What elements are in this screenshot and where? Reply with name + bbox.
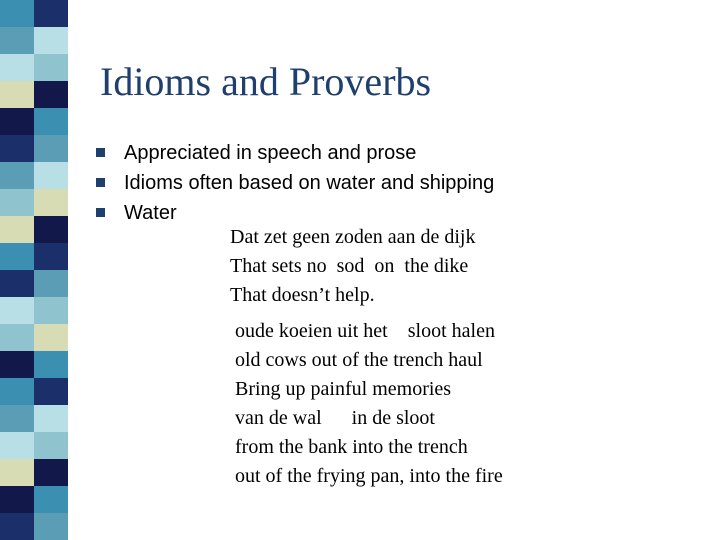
- stripe-block: [0, 162, 34, 189]
- stripe-block: [34, 216, 68, 243]
- bullet-item: [96, 168, 494, 198]
- stripe-block: [34, 243, 68, 270]
- stripe-block: [34, 81, 68, 108]
- example-line: oude koeien uit het sloot halen: [235, 320, 495, 342]
- stripe-block: [34, 270, 68, 297]
- stripe-block: [34, 486, 68, 513]
- bullet-text: Idioms often based on water and shipping: [124, 172, 495, 194]
- example-line: out of the frying pan, into the fire: [235, 465, 503, 487]
- stripe-block: [0, 513, 34, 540]
- bullet-list: [96, 138, 494, 228]
- stripe-block: [0, 378, 34, 405]
- stripe-block: [0, 351, 34, 378]
- stripe-block: [0, 270, 34, 297]
- stripe-block: [34, 108, 68, 135]
- stripe-block: [34, 432, 68, 459]
- bullet-item: [96, 138, 494, 168]
- stripe-block: [0, 216, 34, 243]
- stripe-block: [34, 0, 68, 27]
- stripe-block: [34, 297, 68, 324]
- stripe-block: [34, 27, 68, 54]
- stripe-block: [0, 135, 34, 162]
- bullet-text: Water: [124, 202, 177, 224]
- stripe-block: [34, 189, 68, 216]
- bullet-text: Appreciated in speech and prose: [124, 142, 417, 164]
- example-line: old cows out of the trench haul: [235, 349, 483, 371]
- idiom-example-dijk: [230, 223, 475, 310]
- stripe-block: [0, 27, 34, 54]
- slide-title: Idioms and Proverbs: [100, 59, 432, 104]
- example-line: That doesn’t help.: [230, 284, 375, 306]
- stripe-block: [34, 378, 68, 405]
- example-line: Bring up painful memories: [235, 378, 452, 400]
- square-bullet-icon: [96, 148, 105, 157]
- stripe-block: [34, 405, 68, 432]
- stripe-block: [34, 351, 68, 378]
- stripe-block: [34, 459, 68, 486]
- stripe-block: [0, 459, 34, 486]
- stripe-block: [0, 486, 34, 513]
- stripe-block: [34, 513, 68, 540]
- stripe-block: [0, 0, 34, 27]
- stripe-block: [34, 54, 68, 81]
- decorative-stripe-bar: [0, 0, 68, 540]
- stripe-block: [0, 243, 34, 270]
- stripe-block: [0, 432, 34, 459]
- example-line: That sets no sod on the dike: [230, 255, 469, 277]
- stripe-block: [0, 189, 34, 216]
- idiom-examples-sloot: [235, 317, 503, 491]
- example-line: Dat zet geen zoden aan de dijk: [230, 226, 476, 248]
- stripe-block: [0, 81, 34, 108]
- example-line: van de wal in de sloot: [235, 407, 435, 429]
- square-bullet-icon: [96, 178, 105, 187]
- stripe-block: [0, 297, 34, 324]
- stripe-block: [0, 54, 34, 81]
- stripe-block: [0, 108, 34, 135]
- square-bullet-icon: [96, 208, 105, 217]
- stripe-block: [34, 135, 68, 162]
- stripe-block: [0, 324, 34, 351]
- example-line: from the bank into the trench: [235, 436, 468, 458]
- stripe-block: [34, 324, 68, 351]
- stripe-block: [0, 405, 34, 432]
- stripe-block: [34, 162, 68, 189]
